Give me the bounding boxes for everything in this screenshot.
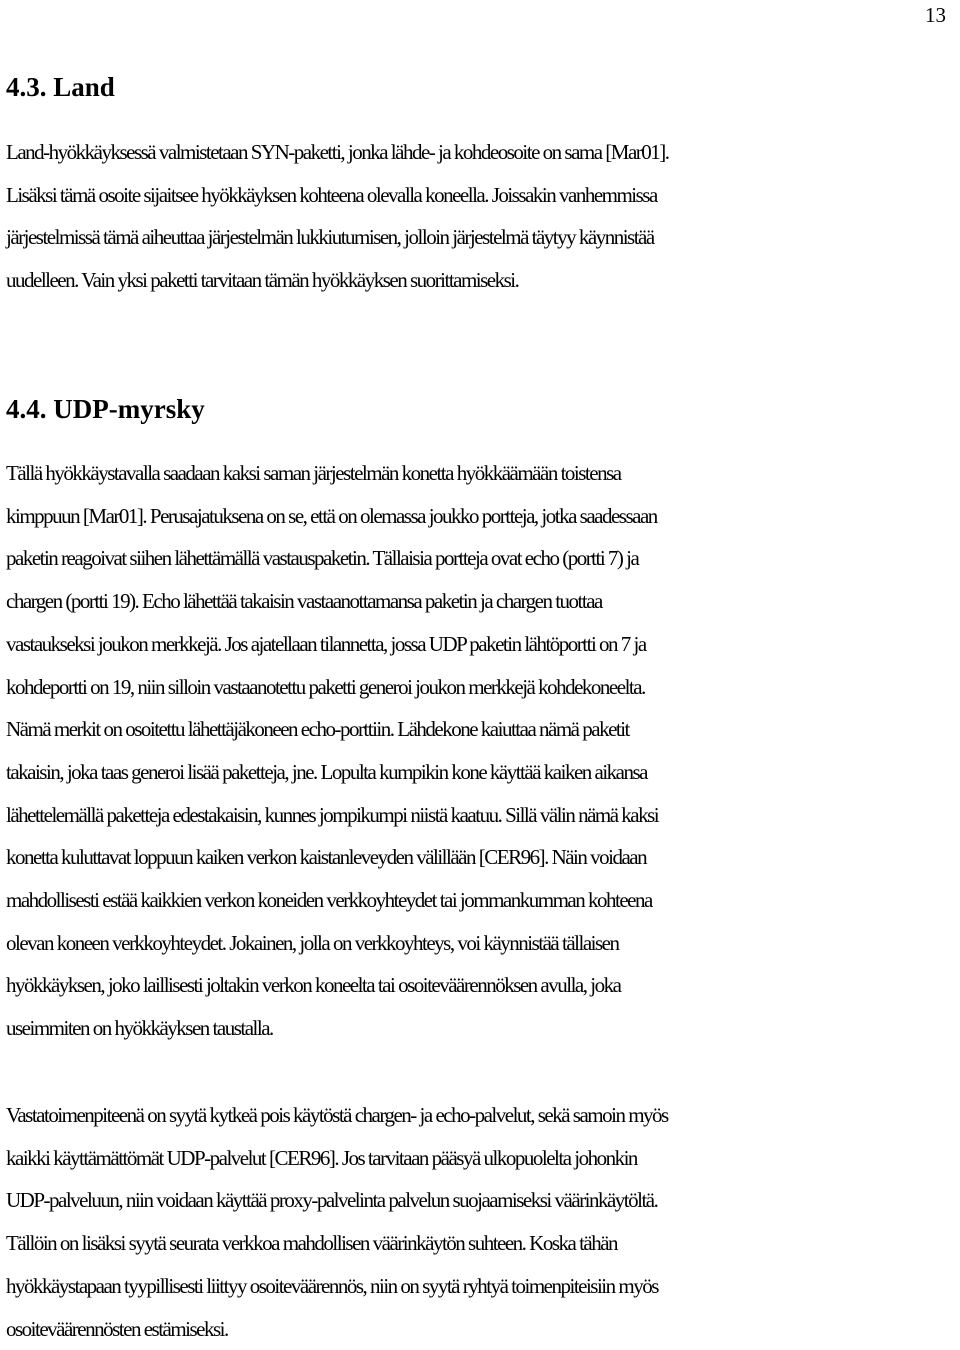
text-line: kohdeportti on 19, niin silloin vastaanotettu paketti generoi joukon merkkejä kohdekoneelta.	[6, 674, 645, 699]
text-line: olevan koneen verkkoyhteydet. Jokainen, jolla on verkkoyhteys, voi käynnistää tällaisen	[6, 930, 619, 955]
text-line: Land-hyökkäyksessä valmistetaan SYN-paketti, jonka lähde- ja kohdeosoite on sama [Mar01].	[6, 140, 669, 164]
text-line: Tällä hyökkäystavalla saadaan kaksi saman järjestelmän konetta hyökkäämään toistensa	[6, 461, 621, 485]
text-line: konetta kuluttavat loppuun kaiken verkon kaistanleveyden välillään [CER96]. Näin voidaan	[6, 845, 647, 870]
paragraph-land	[6, 131, 960, 302]
text-line: hyökkäyksen, joko laillisesti joltakin verkon koneelta tai osoiteväärennöksen avulla, joka	[6, 973, 621, 998]
text-line: järjestelmissä tämä aiheuttaa järjestelmän lukkiutumisen, jolloin järjestelmä täytyy käynnistää	[6, 225, 654, 250]
text-line: paketin reagoivat siihen lähettämällä vastauspaketin. Tällaisia portteja ovat echo (portti 7) ja	[6, 546, 639, 571]
text-line: lähettelemällä paketteja edestakaisin, kunnes jompikumpi niistä kaatuu. Sillä välin nämä kaksi	[6, 802, 659, 827]
page-number: 13	[925, 3, 946, 27]
section-heading-land: 4.3. Land	[6, 72, 115, 102]
text-line: kaikki käyttämättömät UDP-palvelut [CER96]. Jos tarvitaan pääsyä ulkopuolelta johonkin	[6, 1145, 637, 1170]
text-line: UDP-palveluun, niin voidaan käyttää proxy-palvelinta palvelun suojaamiseksi väärinkäytöltä.	[6, 1188, 658, 1213]
paragraph-udp-description	[6, 452, 960, 1050]
text-line: osoiteväärennösten estämiseksi.	[6, 1316, 228, 1341]
text-line: chargen (portti 19). Echo lähettää takaisin vastaanottamansa paketin ja chargen tuottaa	[6, 589, 602, 614]
text-line: mahdollisesti estää kaikkien verkon koneiden verkkoyhteydet tai jommankumman kohteena	[6, 888, 652, 913]
text-line: kimppuun [Mar01]. Perusajatuksena on se, että on olemassa joukko portteja, jotka saadessaan	[6, 503, 657, 528]
text-line: Vastatoimenpiteenä on syytä kytkeä pois käytöstä chargen- ja echo-palvelut, sekä samoin myös	[6, 1103, 668, 1127]
paragraph-udp-countermeasures	[6, 1094, 960, 1350]
text-line: Lisäksi tämä osoite sijaitsee hyökkäyksen kohteena olevalla koneella. Joissakin vanhemmissa	[6, 182, 657, 207]
text-line: takaisin, joka taas generoi lisää paketteja, jne. Lopulta kumpikin kone käyttää kaiken aikansa	[6, 759, 647, 784]
text-line: useimmiten on hyökkäyksen taustalla.	[6, 1016, 273, 1041]
text-line: uudelleen. Vain yksi paketti tarvitaan tämän hyökkäyksen suorittamiseksi.	[6, 268, 519, 293]
text-line: hyökkäystapaan tyypillisesti liittyy osoiteväärennös, niin on syytä ryhtyä toimenpiteisiin myös	[6, 1273, 658, 1298]
section-heading-udp-myrsky: 4.4. UDP-myrsky	[6, 394, 205, 424]
text-line: Tällöin on lisäksi syytä seurata verkkoa mahdollisen väärinkäytön suhteen. Koska tähän	[6, 1231, 618, 1256]
text-line: vastaukseksi joukon merkkejä. Jos ajatellaan tilannetta, jossa UDP paketin lähtöportti on 7 ja	[6, 631, 646, 656]
text-line: Nämä merkit on osoitettu lähettäjäkoneen echo-porttiin. Lähdekone kaiuttaa nämä paketit	[6, 717, 629, 742]
